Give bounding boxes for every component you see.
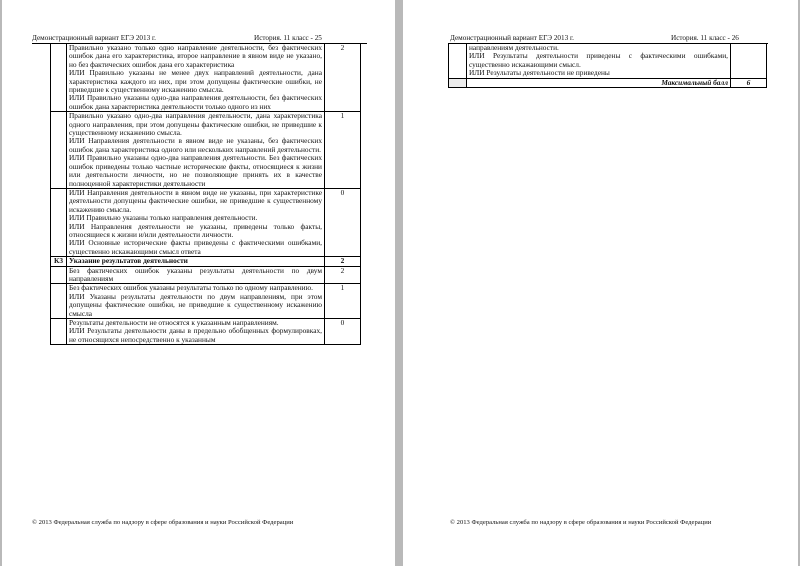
criterion-text: ИЛИ Основные исторические факты приведены с фактическими ошибками, существенно искажающими смысл ответа <box>69 238 322 256</box>
criterion-description <box>67 112 325 189</box>
criterion-code <box>51 188 67 256</box>
criterion-text: ИЛИ Направления деятельности не указаны, приведены только факты, относящиеся к жизни и/или деятельности личности. <box>69 221 322 239</box>
page-25 <box>2 0 395 566</box>
criteria-table <box>448 43 767 88</box>
page-header-number: История. 11 класс - 25 <box>254 34 322 42</box>
criterion-score: 2 <box>325 44 361 112</box>
code-cell <box>449 78 467 87</box>
criterion-score: 0 <box>325 319 361 345</box>
page-header-title: Демонстрационный вариант ЕГЭ 2013 г. <box>32 34 156 42</box>
criterion-description <box>67 257 325 266</box>
criterion-text: ИЛИ Направления деятельности в явном виде не указаны, при характеристике деятельности допущены фактические ошибки, не приведшие к существенному искажению смысла. <box>69 187 322 214</box>
criterion-code <box>51 44 67 112</box>
page-26 <box>403 0 798 566</box>
criterion-text: Результаты деятельности не относятся к указанным направлениям. <box>69 318 279 327</box>
criterion-row <box>449 44 767 79</box>
criterion-description <box>67 319 325 345</box>
copyright-footer: © 2013 Федеральная служба по надзору в сфере образования и науки Российской Федерации <box>450 519 712 526</box>
criterion-row <box>51 319 361 345</box>
criterion-row <box>51 112 361 189</box>
criterion-code <box>449 44 467 79</box>
criterion-code <box>51 319 67 345</box>
criterion-row <box>51 188 361 256</box>
criterion-code <box>51 284 67 319</box>
criterion-text: ИЛИ Правильно указаны только направления деятельности. <box>69 213 258 223</box>
criterion-text: ИЛИ Правильно указаны одно-два направления деятельности. Без фактических ошибок приведены только частные исторические факты, относящиеся к жизни или деятельности личности, но не позволяющие принять их в качестве полноценной характеристики деятельности <box>69 153 322 188</box>
criterion-heading-row <box>51 257 361 266</box>
criterion-description <box>67 188 325 256</box>
criterion-text: Без фактических ошибок указаны результаты только по одному направлению. <box>69 283 313 293</box>
criterion-description <box>467 44 731 79</box>
criterion-score: 2 <box>325 266 361 284</box>
criterion-description <box>67 284 325 319</box>
criterion-score: 0 <box>325 188 361 256</box>
criterion-score: 1 <box>325 112 361 189</box>
criterion-description <box>67 266 325 284</box>
criterion-text: ИЛИ Направления деятельности в явном виде не указаны, без фактических ошибок дана характеристика одного или нескольких направлений деятельности. <box>69 136 322 154</box>
criterion-code <box>51 112 67 189</box>
criterion-text: Правильно указано одно-два направления деятельности, дана характеристика одного направления, при этом допущены фактические ошибки, не приведшие к существенному искажению смысла. <box>69 111 322 138</box>
criterion-score: 1 <box>325 284 361 319</box>
criterion-row <box>51 44 361 112</box>
criterion-text: ИЛИ Результаты деятельности приведены с фактическими ошибками, существенно искажающими смысл. <box>469 51 728 69</box>
criterion-row <box>51 284 361 319</box>
page-header-number: История. 11 класс - 26 <box>671 34 739 42</box>
max-score-row <box>449 78 767 87</box>
criterion-text: Указание результатов деятельности <box>69 256 188 266</box>
criterion-text: ИЛИ Правильно указаны одно-два направления деятельности, без фактических ошибок дана характеристика деятельности только одного из них <box>69 93 322 111</box>
criterion-text: ИЛИ Результаты деятельности не приведены <box>469 68 610 78</box>
criterion-score <box>731 44 767 79</box>
criterion-text: направлениям деятельности. <box>469 43 559 52</box>
criterion-text: Правильно указано только одно направление деятельности, без фактических ошибок дана его характеристика, второе направление в явном виде не указано, но без фактических ошибок дана его характеристика <box>69 43 322 69</box>
criterion-row <box>51 266 361 284</box>
criterion-text: Без фактических ошибок указаны результаты деятельности по двум направлениям <box>69 265 322 283</box>
criterion-code: К3 <box>51 257 67 266</box>
page-header-title: Демонстрационный вариант ЕГЭ 2013 г. <box>450 34 574 42</box>
criterion-text: ИЛИ Указаны результаты деятельности по двум направлениям, при этом допущены фактические ошибки, не приведшие к существенному искажению смысла <box>69 291 322 318</box>
criterion-text: ИЛИ Правильно указаны не менее двух направлений деятельности, дана характеристика каждого из них, при этом допущены фактические ошибки, не приведшие к существенному искажению смысла. <box>69 68 322 95</box>
criterion-text: ИЛИ Результаты деятельности даны в предельно обобщенных формулировках, не относящихся непосредственно к указанным <box>69 326 322 344</box>
criteria-table <box>50 43 361 345</box>
max-score-label: Максимальный балл <box>467 78 731 87</box>
criterion-score: 2 <box>325 257 361 266</box>
criterion-code <box>51 266 67 284</box>
criterion-description <box>67 44 325 112</box>
copyright-footer: © 2013 Федеральная служба по надзору в сфере образования и науки Российской Федерации <box>32 519 294 526</box>
max-score-value: 6 <box>731 78 767 87</box>
